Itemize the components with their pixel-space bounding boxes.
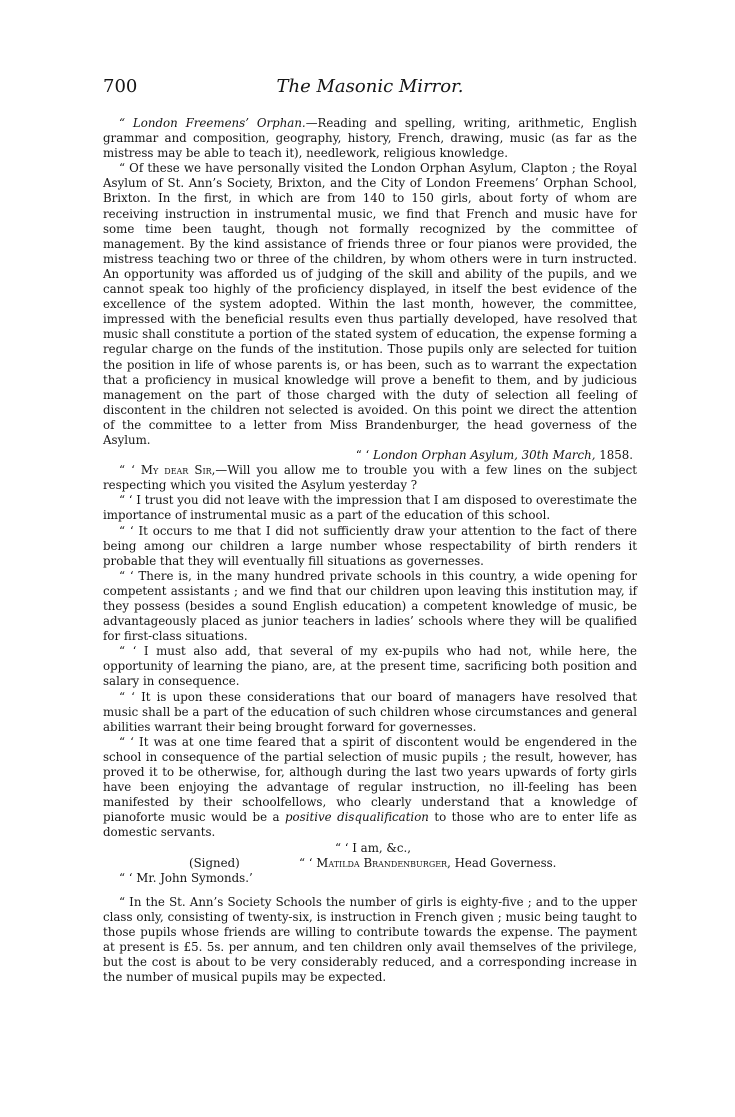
dateline-place: London Orphan Asylum, 30th March, xyxy=(372,448,596,463)
letter-paragraph-3: “ ‘ It occurs to me that I did not sufficiently draw your attention to the fact of there being among our children a large number whose respectability of birth renders it probable that they will eventually fill situations as governesses. xyxy=(103,523,637,568)
letter-closing: “ ‘ I am, &c., xyxy=(334,840,411,855)
letter-text: —Will you allow me to trouble you with a few lines on the subject respecting which you visited the Asylum yesterday ? xyxy=(103,463,637,493)
signature-title: , Head Governess. xyxy=(447,855,557,870)
dateline-year: 1858. xyxy=(595,448,633,463)
running-title: The Masonic Mirror. xyxy=(276,76,464,97)
letter-text: “ ‘ It was at one time feared that a spirit of discontent would be engendered in the school in consequence of the partial selection of music pupils ; the result, however, has proved it to be otherwise, for, although during the last two years upwards of forty girls have been enjoying the advantage of regular instruction, no ill-feeling has been manifested by their schoolfellows, who clearly understand that a knowledge of pianoforte music would be a xyxy=(103,734,637,825)
letter-paragraph-2: “ ‘ I trust you did not leave with the impression that I am disposed to overestimate the importance of instrumental music as a part of the education of this school. xyxy=(103,493,637,523)
letter-addressee: “ ‘ Mr. John Symonds.’ xyxy=(119,870,253,885)
letter-paragraph-4: “ ‘ There is, in the many hundred private schools in this country, a wide opening for competent assistants ; and we find that our children upon leaving this institution may, if they possess (besides a sound English education) a competent knowledge of music, be advantageously placed as junior teachers in ladies’ schools where they will be qualified for first-class situations. xyxy=(103,568,637,644)
letter-paragraph-6: “ ‘ It is upon these considerations that our board of managers have resolved that music shall be a part of the education of such children whose circumstances and general abilities warrant their being brought forward for governesses. xyxy=(103,689,637,734)
letter-paragraph-7 xyxy=(103,735,637,841)
letter-paragraph-5: “ ‘ I must also add, that several of my ex-pupils who had not, while here, the opportunity of learning the piano, are, at the present time, sacrificing both position and salary in consequence. xyxy=(103,644,637,689)
letter-text-end: to those who are to enter life as domestic servants. xyxy=(103,810,637,840)
page-number: 700 xyxy=(103,76,138,97)
page-header xyxy=(103,76,637,104)
paragraph-visits: “ Of these we have personally visited the London Orphan Asylum, Clapton ; the Royal Asylum of St. Ann’s Society, Brixton, and the City of London Freemens’ Orphan School, Brixton. In the first, in which are from 140 to 150 girls, about forty of whom are receiving instruction in instrumental music, we find that French and music have for some time been taught, though not formally recognized by the committee of management. By the kind assistance of friends three or four pianos were provided, the mistress teaching two or three of the children, by whom others were in turn instructed. An opportunity was afforded us of judging of the skill and ability of the pupils, and we cannot speak too highly of the proficiency displayed, in itself the best evidence of the excellence of the system adopted. Within the last month, however, the committee, impressed with the beneficial results even thus partially developed, have resolved that music shall constitute a portion of the stated system of education, the expense forming a regular charge on the funds of the institution. Those pupils only are selected for tuition the position in life of whose parents is, or has been, such as to warrant the expectation that a proficiency in musical knowledge will prove a benefit to them, and by judicious management on the part of those charged with the duty of selection all feeling of discontent in the children not selected is avoided. On this point we direct the attention of the committee to a letter from Miss Brandenburger, the head governess of the Asylum. xyxy=(103,161,637,447)
paragraph-st-anns: “ In the St. Ann’s Society Schools the number of girls is eighty-five ; and to the upper class only, consisting of twenty-six, is instruction in French given ; music being taught to those pupils whose friends are willing to contribute towards the expense. The payment at present is £5. 5s. per annum, and ten children only avail themselves of the privilege, but the cost is about to be very considerably reduced, and a corresponding increase in the number of musical pupils may be expected. xyxy=(103,894,637,985)
signature-quote: “ ‘ xyxy=(299,855,317,870)
letter-paragraph-1 xyxy=(103,463,637,493)
dateline-quote: “ ‘ xyxy=(355,448,373,463)
signed-label: (Signed) xyxy=(189,855,240,870)
letter-signature xyxy=(103,856,637,871)
paragraph-freemens-orphan xyxy=(103,116,637,161)
signature-name: Matilda Brandenburger xyxy=(316,855,448,870)
article-body xyxy=(103,116,637,985)
paragraph-text: —Reading and spelling, writing, arithmetic, English grammar and composition, geography, history, French, drawing, music (as far as the mistress may be able to teach it), needlework, religious knowledge. xyxy=(103,116,637,161)
letter-emphasis: positive disqualification xyxy=(285,810,429,825)
letter-salutation: “ ‘ My dear Sir, xyxy=(119,463,216,478)
paragraph-lead: “ London Freemens’ Orphan. xyxy=(119,116,306,130)
letter-dateline xyxy=(103,448,637,463)
